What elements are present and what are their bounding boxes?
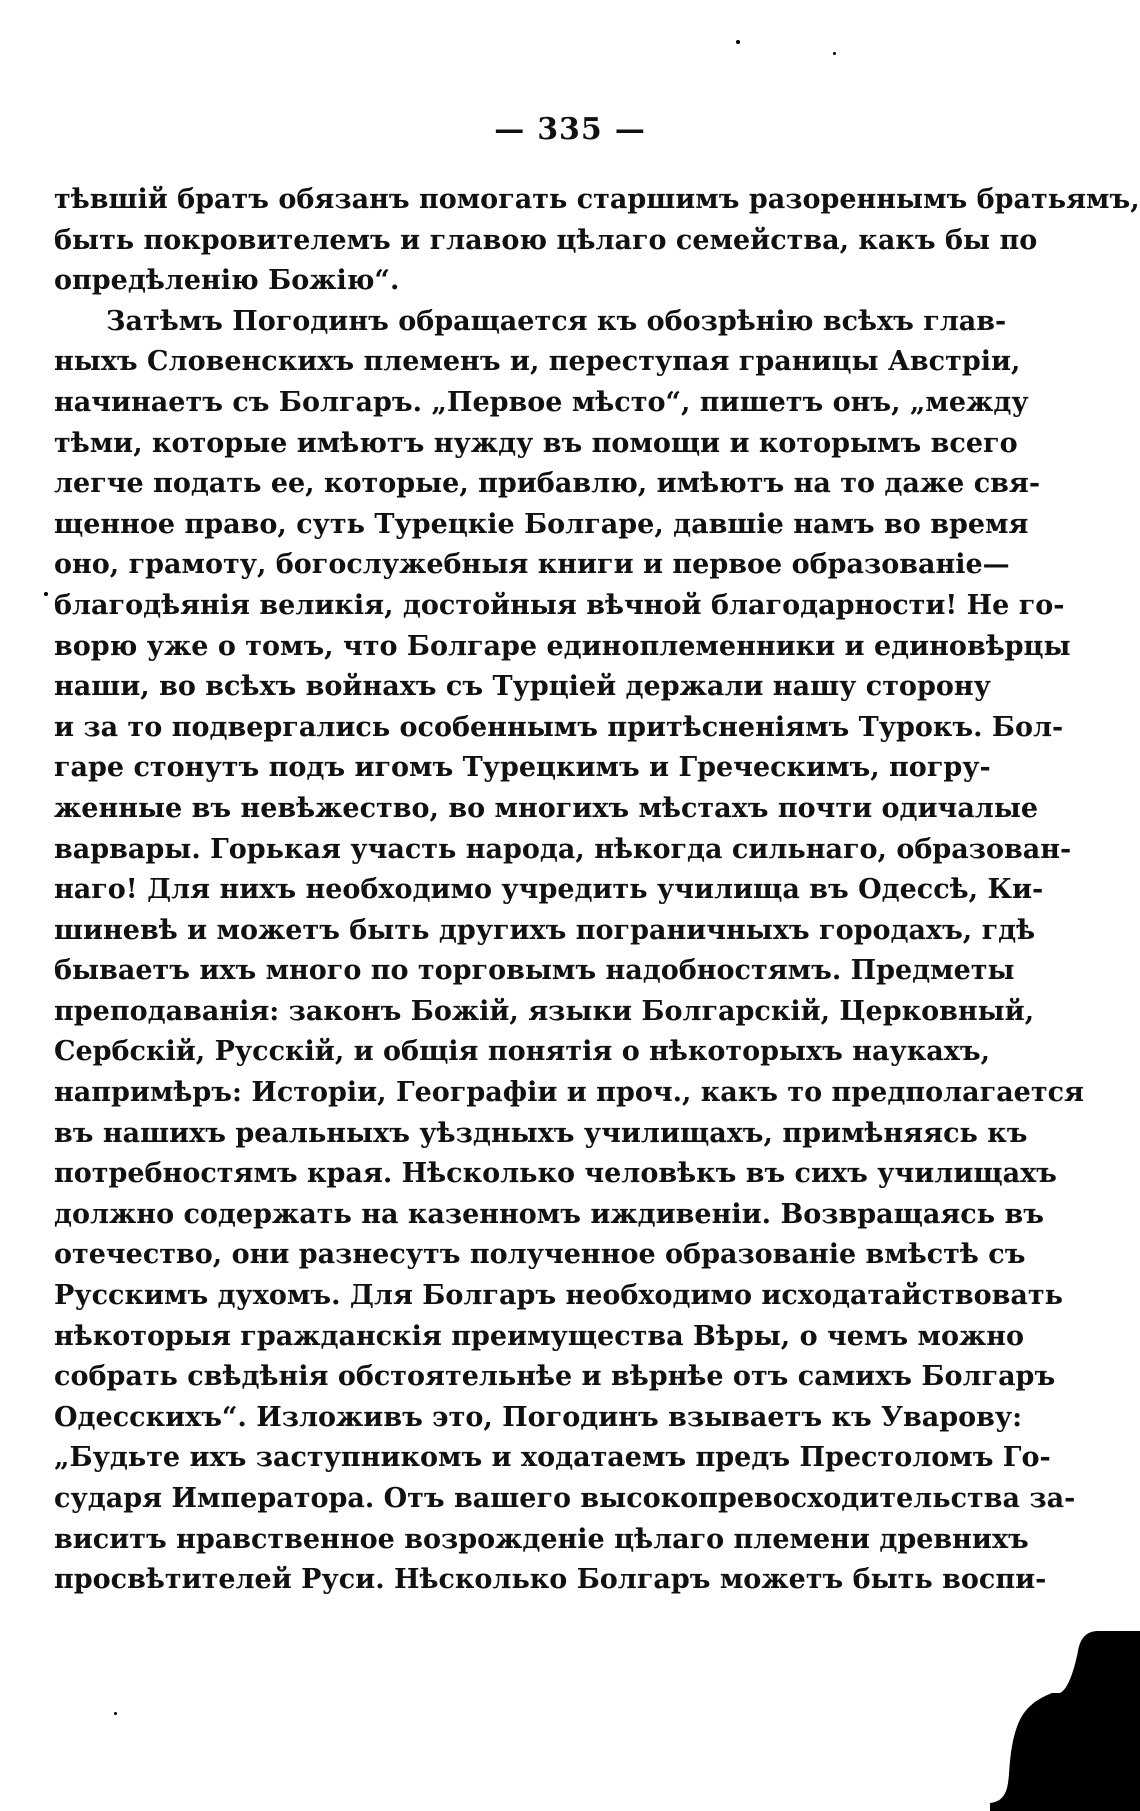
- text-line: шиневѣ и можетъ быть другихъ пограничныхъ городахъ, гдѣ: [54, 914, 1036, 946]
- text-line: опредѣленію Божію“.: [54, 265, 400, 297]
- text-line: оно, грамоту, богослужебныя книги и первое образованіе—: [54, 549, 1010, 581]
- page-number-dash-right: —: [614, 112, 646, 147]
- text-line: отечество, они разнесутъ полученное образованіе вмѣстѣ съ: [54, 1239, 1026, 1271]
- scan-speck: [736, 40, 740, 44]
- text-line: быть покровителемъ и главою цѣлаго семейства, какъ бы по: [54, 224, 1038, 256]
- text-line: нѣкоторыя гражданскія преимущества Вѣры, о чемъ можно: [54, 1320, 1025, 1352]
- text-line: должно содержать на казенномъ иждивеніи. Возвращаясь въ: [54, 1198, 1044, 1230]
- text-line: гаре стонутъ подъ игомъ Турецкимъ и Греческимъ, погру-: [54, 752, 991, 784]
- text-line: наши, во всѣхъ войнахъ съ Турціей держали нашу сторону: [54, 671, 991, 703]
- text-line: благодѣянія великія, достойныя вѣчной благодарности! Не го-: [54, 589, 1065, 621]
- text-line: тѣми, которые имѣютъ нужду въ помощи и которымъ всего: [54, 427, 1018, 459]
- text-line: наго! Для нихъ необходимо учредить училища въ Одессѣ, Ки-: [54, 874, 1044, 906]
- scan-edge-shadow: [990, 1631, 1140, 1811]
- page-number: [0, 112, 1140, 147]
- text-line: бываетъ ихъ много по торговымъ надобностямъ. Предметы: [54, 955, 1015, 987]
- text-line: преподаванія: законъ Божій, языки Болгарскій, Церковный,: [54, 995, 1035, 1027]
- text-line: въ нашихъ реальныхъ уѣздныхъ училищахъ, примѣняясь къ: [54, 1117, 1028, 1149]
- scan-speck: [114, 1712, 117, 1715]
- text-line: „Будьте ихъ заступникомъ и ходатаемъ предъ Престоломъ Го-: [54, 1442, 1051, 1474]
- text-line: Сербскій, Русскій, и общія понятія о нѣкоторыхъ наукахъ,: [54, 1036, 990, 1068]
- text-line: щенное право, суть Турецкіе Болгаре, давшіе намъ во время: [54, 508, 1029, 540]
- text-line: варвары. Горькая участь народа, нѣкогда сильнаго, образован-: [54, 833, 1072, 865]
- text-line: женные въ невѣжество, во многихъ мѣстахъ почти одичалые: [54, 792, 1039, 824]
- text-line: собрать свѣдѣнія обстоятельнѣе и вѣрнѣе отъ самихъ Болгаръ: [54, 1361, 1056, 1393]
- page-number-dash-left: —: [494, 112, 526, 147]
- text-line: виситъ нравственное возрожденіе цѣлаго племени древнихъ: [54, 1523, 1029, 1555]
- text-line: сударя Императора. Отъ вашего высокопревосходительства за-: [54, 1483, 1076, 1514]
- text-line: Русскимъ духомъ. Для Болгаръ необходимо исходатайствовать: [54, 1280, 1063, 1312]
- text-line: ворю уже о томъ, что Болгаре единоплеменники и единовѣрцы: [54, 630, 1071, 662]
- text-line: начинаетъ съ Болгаръ. „Первое мѣсто“, пишетъ онъ, „между: [54, 386, 1029, 418]
- text-line: ныхъ Словенскихъ племенъ и, переступая границы Австріи,: [54, 346, 1021, 378]
- text-line: напримѣръ: Исторіи, Географіи и проч., какъ то предполагается: [54, 1077, 1084, 1109]
- body-text: [54, 180, 1140, 1640]
- text-line: потребностямъ края. Нѣсколько человѣкъ въ сихъ училищахъ: [54, 1158, 1057, 1190]
- page-number-value: 335: [537, 112, 603, 147]
- scan-speck: [44, 592, 48, 596]
- text-line: и за то подвергались особеннымъ притѣсненіямъ Турокъ. Бол-: [54, 711, 1064, 743]
- scan-speck: [833, 52, 836, 55]
- text-line: Затѣмъ Погодинъ обращается къ обозрѣнію всѣхъ глав-: [106, 305, 1007, 337]
- text-line: легче подать ее, которые, прибавлю, имѣютъ на то даже свя-: [54, 468, 1041, 500]
- text-line: Одесскихъ“. Изложивъ это, Погодинъ взываетъ къ Уварову:: [54, 1401, 1023, 1433]
- text-line: тѣвшій братъ обязанъ помогать старшимъ разореннымъ братьямъ,: [54, 184, 1140, 215]
- text-line: просвѣтителей Руси. Нѣсколько Болгаръ можетъ быть воспи-: [54, 1564, 1047, 1596]
